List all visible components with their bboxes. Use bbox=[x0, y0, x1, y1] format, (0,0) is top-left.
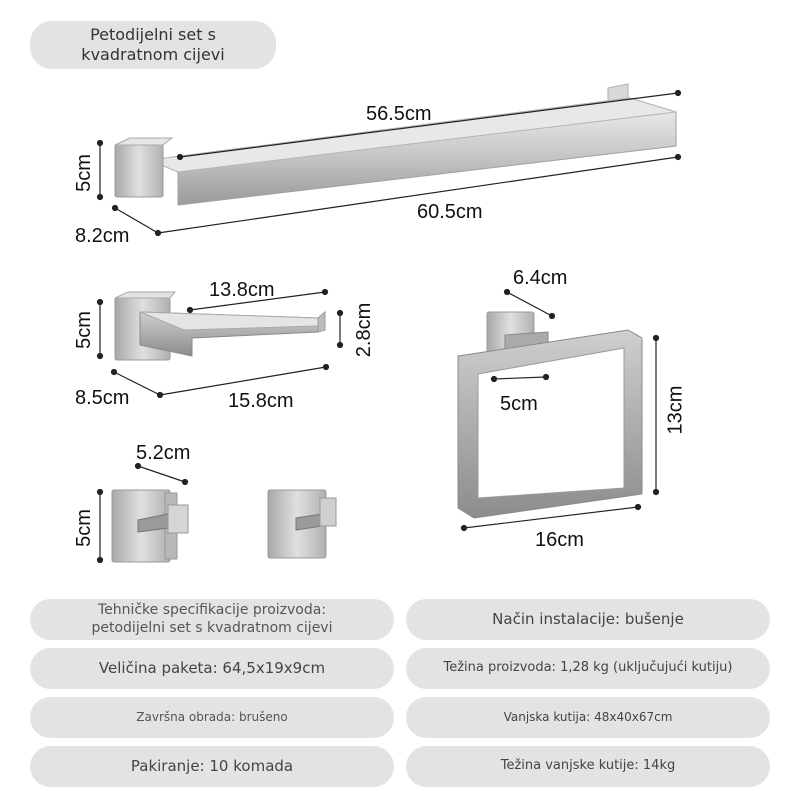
spec-outer-box-weight-text: Težina vanjske kutije: 14kg bbox=[500, 758, 676, 774]
paper-holder bbox=[115, 292, 325, 360]
holder-height-label: 5cm bbox=[72, 311, 95, 349]
spec-technical-text: Tehničke specifikacije proizvoda: petodijelni set s kvadratnom cijevi bbox=[91, 602, 333, 636]
title-text: Petodijelni set s kvadratnom cijevi bbox=[81, 25, 225, 64]
hook-height-label: 5cm bbox=[72, 509, 95, 547]
spec-product-weight-text: Težina proizvoda: 1,28 kg (uključujući kutiju) bbox=[443, 660, 733, 676]
holder-depth-label: 8.5cm bbox=[75, 387, 130, 409]
spec-package-size-text: Veličina paketa: 64,5x19x9cm bbox=[98, 659, 326, 678]
spec-installation bbox=[406, 599, 770, 640]
bar-depth-label: 8.2cm bbox=[75, 225, 130, 247]
holder-length-label: 13.8cm bbox=[209, 279, 275, 301]
spec-package-size bbox=[30, 648, 394, 689]
ring-height-label: 13cm bbox=[664, 385, 687, 435]
spec-product-weight bbox=[406, 648, 770, 689]
spec-outer-box bbox=[406, 697, 770, 738]
bar-length-label: 56.5cm bbox=[366, 103, 432, 125]
ring-mount-width-label: 6.4cm bbox=[513, 267, 568, 289]
ring-inner-width-label: 5cm bbox=[500, 393, 538, 415]
spec-outer-box-weight bbox=[406, 746, 770, 787]
bar-height-label: 5cm bbox=[72, 154, 95, 192]
towel-ring bbox=[458, 312, 642, 518]
spec-installation-text: Način instalacije: bušenje bbox=[492, 610, 684, 629]
ring-width-label: 16cm bbox=[535, 529, 584, 551]
bar-total-length-label: 60.5cm bbox=[417, 201, 483, 223]
holder-total-length-label: 15.8cm bbox=[228, 390, 294, 412]
spec-finish bbox=[30, 697, 394, 738]
hook-width-label: 5.2cm bbox=[136, 442, 191, 464]
robe-hook-right bbox=[268, 490, 336, 558]
spec-packing-text: Pakiranje: 10 komada bbox=[130, 757, 294, 776]
robe-hook-left bbox=[112, 490, 188, 562]
holder-gap-label: 2.8cm bbox=[353, 302, 376, 358]
spec-packing bbox=[30, 746, 394, 787]
spec-finish-text: Završna obrada: brušeno bbox=[136, 710, 288, 724]
spec-outer-box-text: Vanjska kutija: 48x40x67cm bbox=[503, 710, 673, 724]
spec-technical bbox=[30, 599, 394, 640]
